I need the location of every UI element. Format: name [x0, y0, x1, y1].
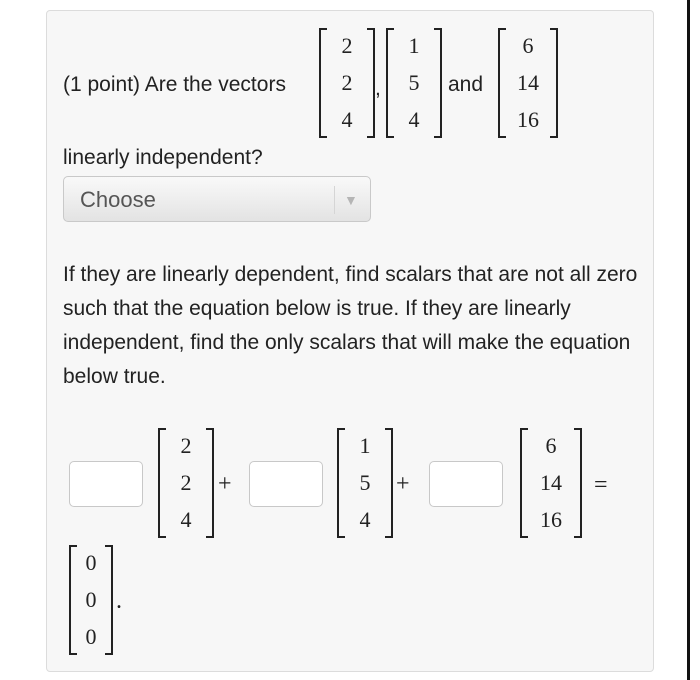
plus-sign: +	[218, 471, 232, 497]
vector-entry: 1	[359, 433, 371, 458]
chevron-down-icon: ▼	[344, 192, 358, 208]
question-vector-1	[319, 28, 375, 138]
scalar-input-3[interactable]	[429, 461, 503, 507]
vector-entry: 4	[180, 507, 192, 532]
vector-entry: 0	[85, 624, 97, 649]
vector-entry: 16	[540, 507, 562, 532]
vector-entry: 6	[522, 33, 534, 58]
vector-entry: 0	[85, 550, 97, 575]
instructions-text: If they are linearly dependent, find scalars that are not all zero such that the equation below is true. If they are linearly independent, find the only scalars that will make the equation below true.	[63, 263, 638, 388]
equation-vector-3	[520, 428, 582, 538]
comma: ,	[375, 77, 381, 100]
vector-entry: 5	[408, 70, 420, 95]
vector-entry: 2	[180, 433, 192, 458]
and-text: and	[448, 73, 484, 96]
equals-sign: =	[594, 472, 608, 498]
period: .	[116, 588, 122, 614]
vector-entry: 4	[341, 107, 353, 132]
vector-entry: 4	[408, 107, 420, 132]
equation-vector-2	[337, 428, 393, 538]
vector-entry: 2	[180, 470, 192, 495]
vector-entry: 2	[341, 33, 353, 58]
vector-entry: 6	[545, 433, 557, 458]
plus-sign: +	[396, 471, 410, 497]
equation-vector-1	[158, 428, 214, 538]
question-prefix: (1 point) Are the vectors	[63, 73, 286, 96]
question-vector-3	[498, 28, 558, 138]
zero-vector	[69, 545, 113, 655]
vector-entry: 14	[517, 70, 539, 95]
select-value: Choose	[80, 187, 156, 212]
vector-entry: 4	[359, 507, 371, 532]
vector-entry: 16	[517, 107, 539, 132]
question-suffix: linearly independent?	[63, 146, 263, 169]
select-divider	[334, 186, 335, 214]
vector-entry: 14	[540, 470, 562, 495]
vector-entry: 5	[359, 470, 371, 495]
vector-entry: 2	[341, 70, 353, 95]
vector-entry: 0	[85, 587, 97, 612]
question-vector-2	[386, 28, 442, 138]
scalar-input-2[interactable]	[249, 461, 323, 507]
window-edge	[687, 0, 690, 680]
scalar-input-1[interactable]	[69, 461, 143, 507]
independence-select[interactable]	[63, 176, 371, 222]
vector-entry: 1	[408, 33, 420, 58]
